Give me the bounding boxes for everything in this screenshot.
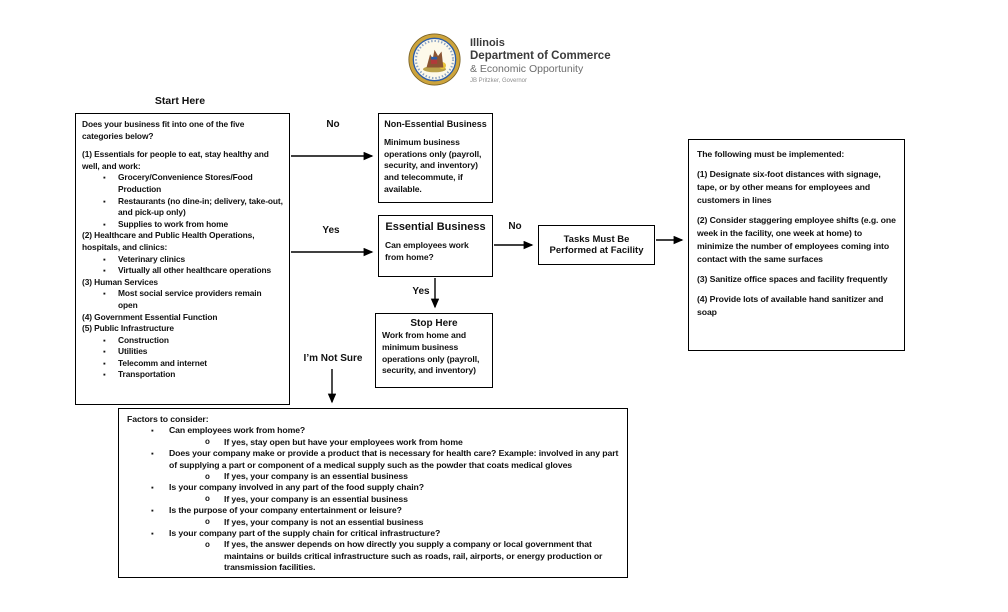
list-item: ▪ Transportation xyxy=(82,369,283,381)
no-branch-label-top: No xyxy=(326,119,340,130)
factor-item: ▪ Does your company make or provide a product that is necessary for health care? Example: involved in any part of supplying a part or component of a medical supply such as the powder that coats medical gloves xyxy=(127,448,619,471)
factor-item: ▪ Is the purpose of your company entertainment or leisure? xyxy=(127,505,619,516)
factor-subitem: o If yes, your company is not an essential business xyxy=(127,517,619,528)
list-item: ▪ Telecomm and internet xyxy=(82,358,283,370)
no-branch-label-right: No xyxy=(508,221,522,232)
list-item: ▪ Supplies to work from home xyxy=(82,219,283,231)
list-item: ▪ Virtually all other healthcare operations xyxy=(82,265,283,277)
list-item: ▪ Construction xyxy=(82,335,283,347)
agency-header xyxy=(470,37,611,85)
list-item: ▪ Veterinary clinics xyxy=(82,254,283,266)
box-title: Essential Business xyxy=(385,221,486,233)
category-item: (2) Healthcare and Public Health Operations, hospitals, and clinics: xyxy=(82,230,255,252)
requirement-item: (3) Sanitize office spaces and facility frequently xyxy=(697,274,888,284)
requirement-item: (1) Designate six-foot distances with signage, tape, or by other means for employees and customers in lines xyxy=(697,169,881,205)
requirement-item: (4) Provide lots of available hand sanitizer and soap xyxy=(697,294,884,317)
list-item: ▪ Most social service providers remain open xyxy=(82,288,283,311)
factor-subitem: o If yes, your company is an essential business xyxy=(127,471,619,482)
box-body: Work from home and minimum business operations only (payroll, security, and inventory) xyxy=(382,330,480,376)
box-body: Minimum business operations only (payroll, security, and inventory) and telecommute, if available. xyxy=(384,136,482,194)
category-item: (5) Public Infrastructure xyxy=(82,323,174,334)
requirements-box xyxy=(688,139,905,351)
factor-item: ▪ Can employees work from home? xyxy=(127,425,619,436)
yes-branch-label-down: Yes xyxy=(412,286,430,297)
business-categories-box xyxy=(75,113,290,405)
category-item: (3) Human Services xyxy=(82,276,158,287)
agency-dept-subtitle: & Economic Opportunity xyxy=(470,62,584,75)
agency-dept-name: Department of Commerce xyxy=(470,49,611,62)
category-item: (4) Government Essential Function xyxy=(82,311,218,322)
yes-branch-label-left: Yes xyxy=(322,225,340,236)
box-body: Can employees work from home? xyxy=(385,240,469,262)
factor-subitem: o If yes, your company is an essential business xyxy=(127,494,619,505)
factor-subitem: o If yes, the answer depends on how directly you supply a company or local government that maintains or builds critical infrastructure such as roads, rail, airports, or energy production or transmission facilities. xyxy=(127,539,619,573)
list-item: ▪ Restaurants (no dine-in; delivery, take-out, and pick-up only) xyxy=(82,196,283,219)
essential-business-box xyxy=(378,215,493,277)
factor-item: ▪ Is your company part of the supply chain for critical infrastructure? xyxy=(127,528,619,539)
list-item: ▪ Grocery/Convenience Stores/Food Production xyxy=(82,172,283,195)
box-title: Non-Essential Business xyxy=(384,119,487,129)
requirements-title: The following must be implemented: xyxy=(697,149,845,159)
factors-box xyxy=(118,408,628,578)
not-sure-branch-label: I’m Not Sure xyxy=(303,353,363,364)
factor-subitem: o If yes, stay open but have your employees work from home xyxy=(127,437,619,448)
stop-here-box xyxy=(375,313,493,388)
box-title: Stop Here xyxy=(410,318,458,329)
list-item: ▪ Utilities xyxy=(82,346,283,358)
start-here-label: Start Here xyxy=(154,95,206,107)
requirement-item: (2) Consider staggering employee shifts (e.g. one week in the facility, one week at home) to minimize the number of employees coming into contact with the same surfaces xyxy=(697,215,896,264)
category-item: (1) Essentials for people to eat, stay healthy and well, and work: xyxy=(82,149,269,171)
non-essential-business-box xyxy=(378,113,493,203)
factors-title: Factors to consider: xyxy=(127,414,209,424)
box-title: Tasks Must Be Performed at Facility xyxy=(549,233,644,256)
question-text: Does your business fit into one of the five categories below? xyxy=(82,119,245,141)
factor-item: ▪ Is your company involved in any part of the food supply chain? xyxy=(127,482,619,493)
governor-credit: JB Pritzker, Governor xyxy=(470,77,528,84)
illinois-state-seal-logo xyxy=(408,33,461,86)
agency-state-name: Illinois xyxy=(470,37,505,49)
tasks-at-facility-box xyxy=(538,225,655,265)
